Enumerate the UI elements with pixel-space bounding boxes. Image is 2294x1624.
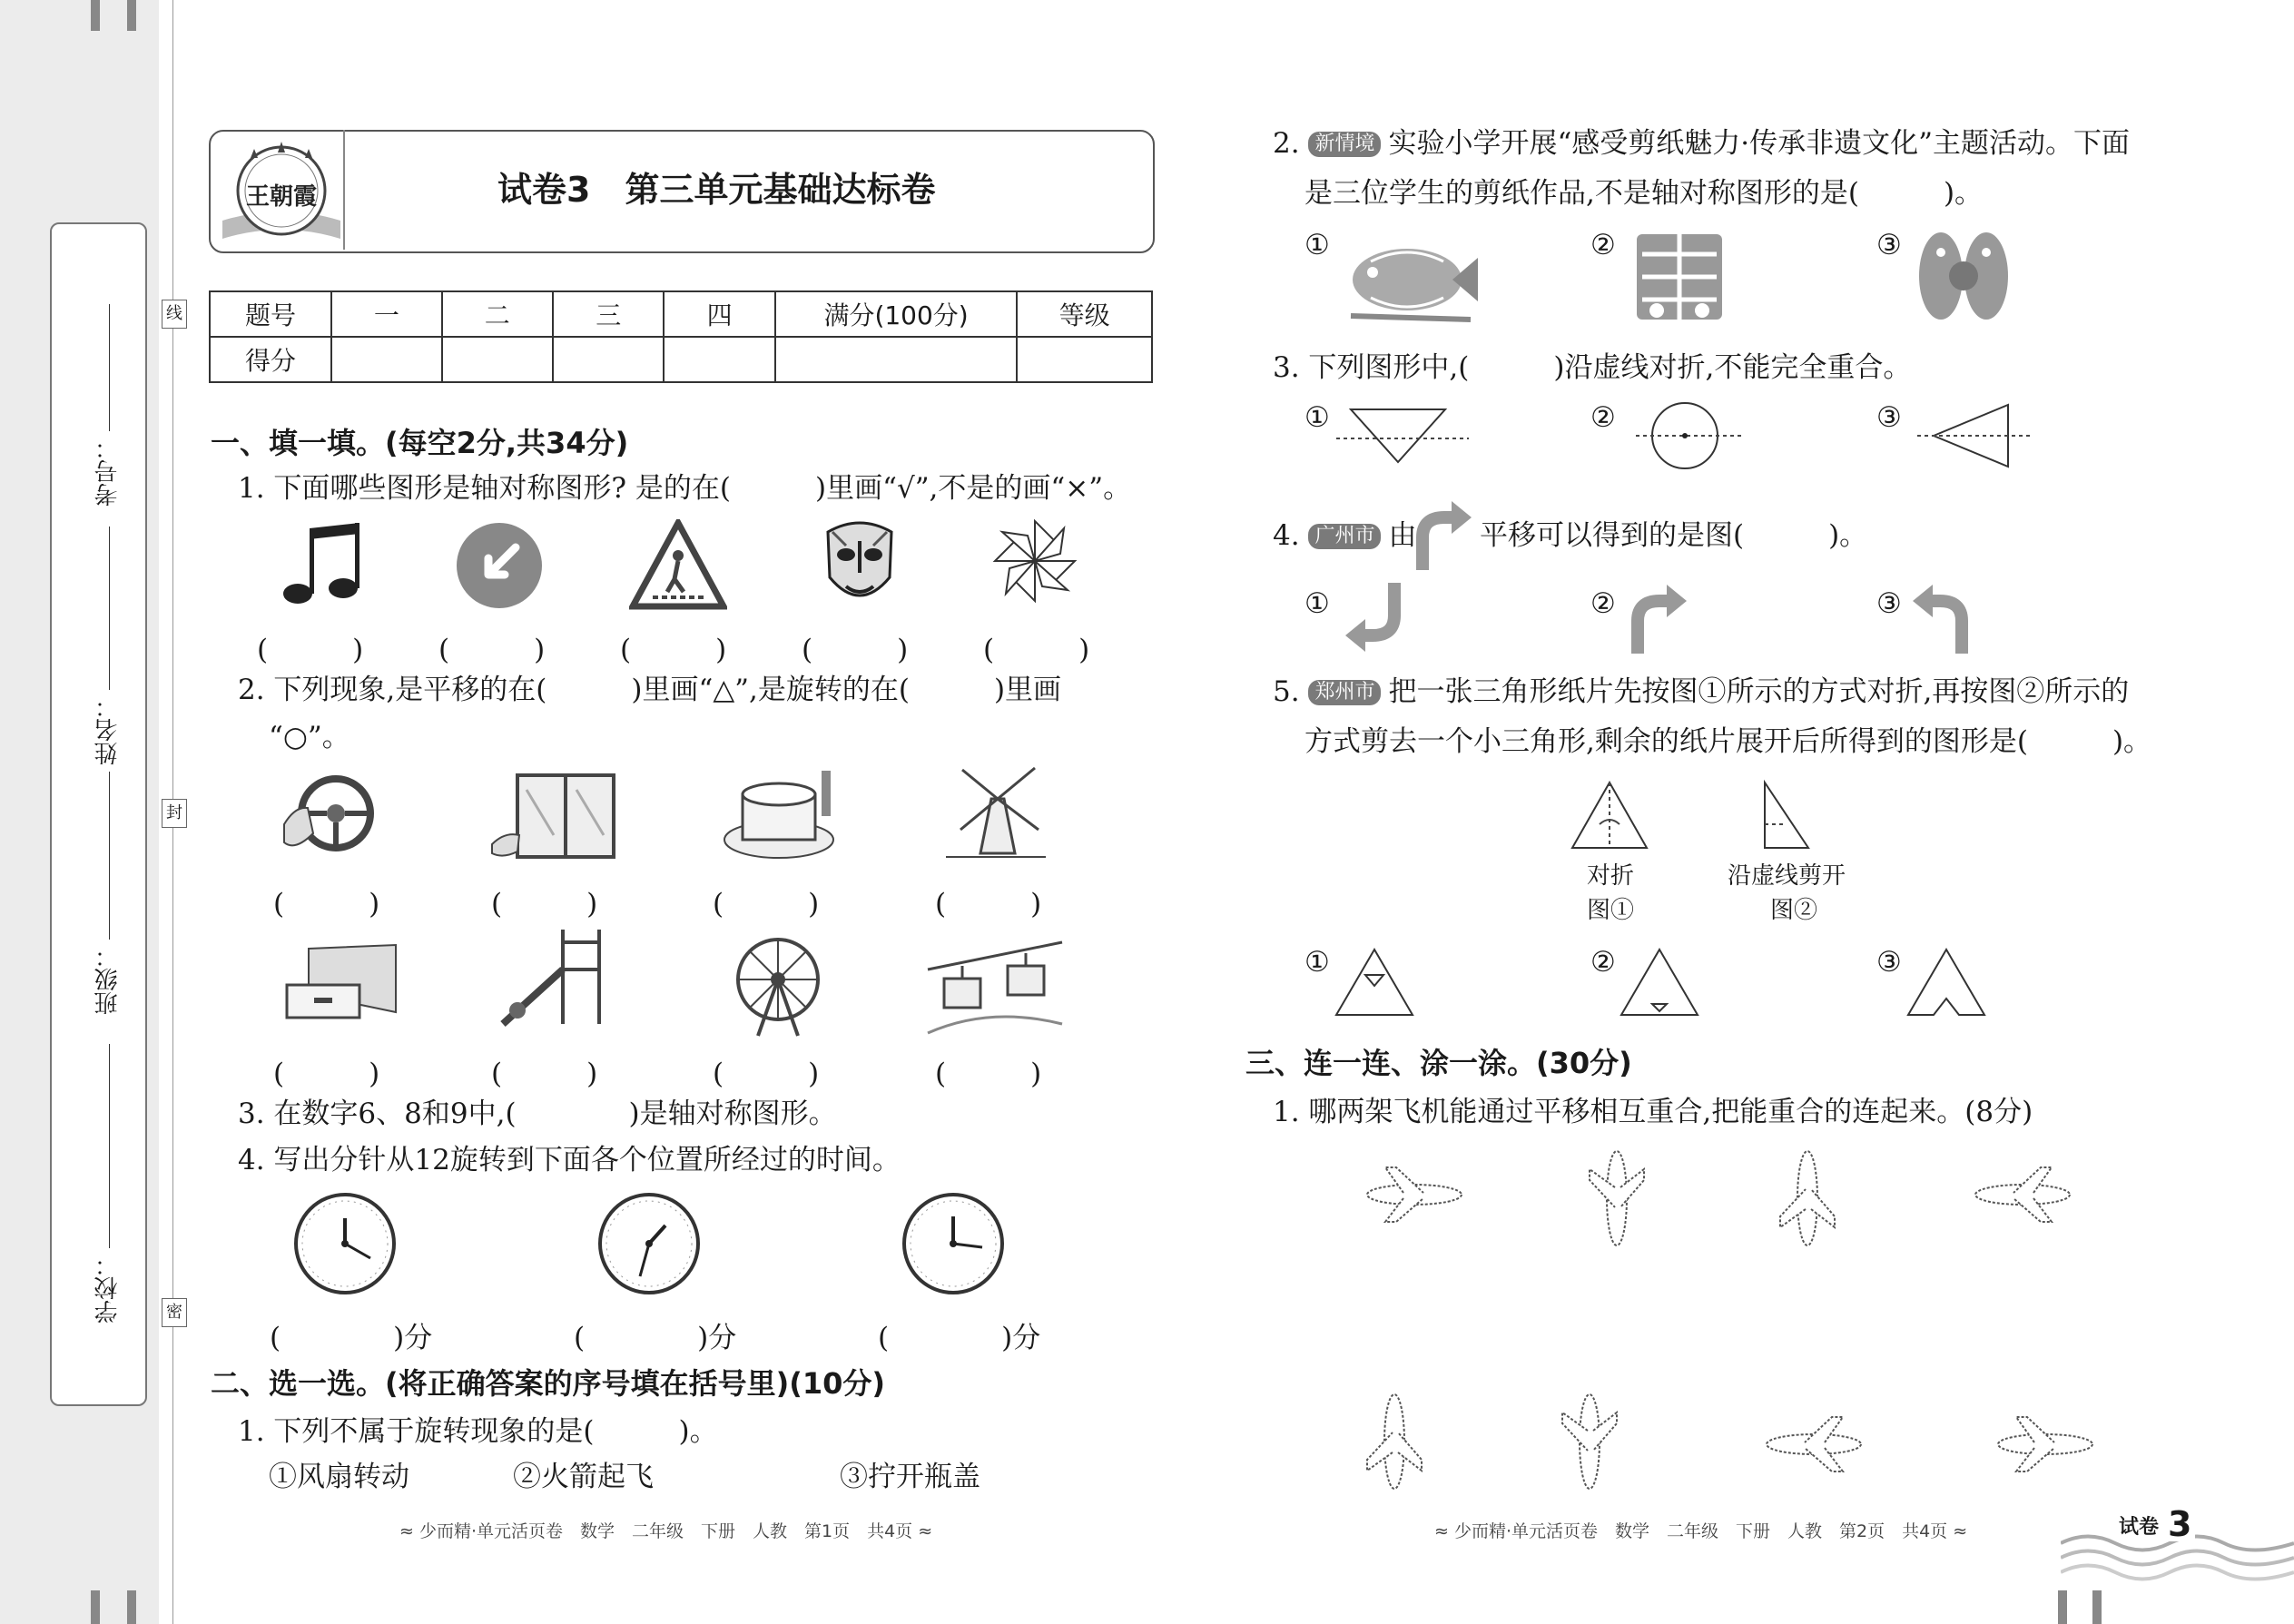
option-marker: ③ (1876, 587, 1902, 620)
option-marker: ① (1305, 229, 1330, 261)
section-2-title: 二、选一选。(将正确答案的序号填在括号里)(10分) (211, 1366, 886, 1401)
question-text: 实验小学开展“感受剪纸魅力·传承非遗文化”主题活动。下面 (1388, 127, 2131, 160)
punch-mark (91, 1590, 100, 1624)
punch-mark (2058, 1590, 2067, 1624)
field-line (109, 304, 110, 431)
answer-blank[interactable]: ( ) (257, 634, 364, 666)
field-name[interactable] (91, 694, 127, 812)
score-cell[interactable] (442, 337, 553, 382)
field-label: 学校： (94, 1253, 122, 1324)
clock-icon (899, 1189, 1008, 1298)
answer-blank[interactable]: ( ) (983, 634, 1090, 666)
logo (218, 134, 345, 245)
clock-icon (595, 1189, 704, 1298)
section-1-title: 一、填一填。(每空2分,共34分) (211, 426, 629, 460)
question-number: 2. (1273, 127, 1300, 160)
score-cell[interactable] (553, 337, 664, 382)
table-header-cell: 满分(100分) (775, 291, 1017, 337)
question-1-4: 4. 写出分针从12旋转到下面各个位置所经过的时间。 (238, 1144, 901, 1176)
cable-car-icon (926, 933, 1067, 1038)
airplane-icon (1362, 1162, 1466, 1227)
option-marker: ② (1590, 401, 1616, 434)
question-2-3: 3. 下列图形中,( )沿虚线对折,不能完全重合。 (1273, 351, 1912, 384)
airplane-icon (1970, 1162, 2074, 1227)
answer-blank[interactable]: ( ) (491, 1058, 598, 1090)
arrow-sign-icon (454, 520, 545, 611)
tag-badge: 广州市 (1308, 524, 1381, 549)
page-badge-label: 试卷 (2115, 1518, 2162, 1538)
question-1-1: 1. 下面哪些图形是轴对称图形? 是的在( )里画“√”,不是的画“×”。 (238, 472, 1132, 505)
section-3-title: 三、连一连、涂一涂。(30分) (1245, 1046, 1632, 1080)
curved-arrow-right-icon (1625, 581, 1689, 655)
header-separator (343, 130, 345, 250)
punch-mark (91, 0, 100, 31)
ferris-wheel-icon (722, 930, 840, 1039)
minutes-blank[interactable]: ( )分 (270, 1322, 433, 1354)
field-line (109, 527, 110, 690)
option-marker: ③ (1876, 229, 1902, 261)
airplane-icon (1761, 1412, 1866, 1477)
footer-right: ≈ 少而精·单元活页卷 数学 二年级 下册 人教 第2页 共4页 ≈ (1434, 1521, 1968, 1541)
table-row (210, 291, 1152, 337)
score-cell[interactable] (1017, 337, 1152, 382)
question-1-3: 3. 在数字6、8和9中,( )是轴对称图形。 (238, 1097, 837, 1130)
double-happiness-icon (1629, 227, 1729, 327)
table-header-cell: 等级 (1017, 291, 1152, 337)
logo-text: 王朝霞 (245, 183, 317, 211)
page-badge-number: 3 (2164, 1507, 2195, 1541)
option-marker: ② (1590, 229, 1616, 261)
field-class[interactable] (91, 944, 127, 1062)
airplane-icon (1993, 1412, 2097, 1477)
paper-cut-fish-icon (1344, 225, 1480, 327)
option-marker: ① (1305, 587, 1330, 620)
question-2-1: 1. 下列不属于旋转现象的是( )。 (238, 1415, 718, 1448)
triangle-notch-bottom-option-icon (1618, 946, 1701, 1019)
option-marker: ② (1590, 587, 1616, 620)
steering-wheel-icon (277, 770, 386, 861)
field-school[interactable] (91, 1253, 127, 1371)
score-cell[interactable] (331, 337, 441, 382)
seal-mark-line: 线 (162, 300, 187, 329)
question-2-2-cont: 是三位学生的剪纸作品,不是轴对称图形的是( )。 (1305, 177, 1984, 210)
page-title: 试卷3 第三单元基础达标卷 (497, 170, 936, 210)
option-marker: ① (1305, 946, 1330, 979)
airplane-icon (1584, 1146, 1649, 1250)
table-header-cell: 三 (553, 291, 664, 337)
triangle-hole-option-icon (1333, 946, 1416, 1019)
punch-mark (127, 0, 136, 31)
table-header-cell: 四 (664, 291, 774, 337)
question-2-5 (1273, 675, 2130, 708)
paper-cut-double-fish-icon (1914, 225, 2013, 327)
music-note-icon (277, 517, 368, 608)
windmill-icon (944, 763, 1049, 864)
pinwheel-icon (991, 517, 1078, 605)
table-row-label: 得分 (210, 337, 331, 382)
field-label: 姓名： (94, 694, 122, 765)
student-info-box (50, 222, 147, 1406)
option-marker: ② (1590, 946, 1616, 979)
opera-mask-icon (819, 514, 901, 615)
fold-triangle-icon (1569, 779, 1650, 851)
question-number: 5. (1273, 675, 1300, 708)
score-table (209, 290, 1153, 383)
question-text: 由 (1388, 519, 1417, 552)
option-marker: ③ (1876, 401, 1902, 434)
option-marker: ① (1305, 401, 1330, 434)
minutes-blank[interactable]: ( )分 (878, 1322, 1041, 1354)
footer-left: ≈ 少而精·单元活页卷 数学 二年级 下册 人教 第1页 共4页 ≈ (399, 1521, 933, 1541)
half-triangle-icon (1761, 779, 1816, 851)
answer-blank[interactable]: ( ) (491, 888, 598, 920)
airplane-icon (1362, 1389, 1427, 1493)
field-label: 考号： (94, 436, 122, 507)
drawer-icon (281, 940, 399, 1030)
table-row (210, 337, 1152, 382)
answer-blank[interactable]: ( ) (713, 1058, 820, 1090)
option: ③拧开瓶盖 (840, 1461, 980, 1493)
figure-caption: 图② (1770, 897, 1818, 924)
figure-caption: 沿虚线剪开 (1728, 862, 1846, 890)
triangle-left-icon (1915, 399, 2033, 472)
answer-blank[interactable]: ( ) (935, 1058, 1042, 1090)
playground-slide-icon (490, 924, 617, 1042)
answer-blank[interactable]: ( ) (713, 888, 820, 920)
question-1-2-cont: “○”。 (269, 721, 350, 753)
airplane-icon (1557, 1389, 1622, 1493)
triangle-notch-option-icon (1905, 946, 1988, 1019)
question-2-4 (1273, 519, 1417, 552)
seal-mark-close: 密 (162, 1298, 187, 1327)
airplane-icon (1775, 1146, 1840, 1250)
answer-blank[interactable]: ( ) (438, 634, 546, 666)
option: ①风扇转动 (269, 1461, 409, 1493)
figure-caption: 图① (1587, 897, 1635, 924)
clock-icon (290, 1189, 399, 1298)
answer-blank[interactable]: ( ) (273, 1058, 380, 1090)
option: ②火箭起飞 (513, 1461, 654, 1493)
figure-caption: 对折 (1587, 862, 1635, 890)
question-3-1: 1. 哪两架飞机能通过平移相互重合,把能重合的连起来。(8分) (1273, 1096, 2033, 1128)
punch-mark (2092, 1590, 2102, 1624)
question-1-2: 2. 下列现象,是平移的在( )里画“△”,是旋转的在( )里画 (238, 674, 1062, 706)
question-2-4-cont: 平移可以得到的是图( )。 (1480, 519, 1868, 552)
answer-blank[interactable]: ( ) (273, 888, 380, 920)
curved-arrow-icon (1410, 497, 1473, 572)
table-header-cell: 一 (331, 291, 441, 337)
curved-arrow-left-icon (1911, 581, 1974, 655)
tag-badge: 新情境 (1308, 132, 1381, 157)
curved-arrow-down-left-icon (1344, 581, 1407, 655)
table-header-cell: 题号 (210, 291, 331, 337)
field-label: 班级： (94, 944, 122, 1015)
answer-blank[interactable]: ( ) (620, 634, 727, 666)
answer-blank[interactable]: ( ) (935, 888, 1042, 920)
table-header-cell: 二 (442, 291, 553, 337)
minutes-blank[interactable]: ( )分 (574, 1322, 737, 1354)
seal-mark-seal: 封 (162, 799, 187, 828)
field-line (109, 1044, 110, 1248)
score-cell[interactable] (664, 337, 774, 382)
score-cell[interactable] (775, 337, 1017, 382)
question-text: 把一张三角形纸片先按图①所示的方式对折,再按图②所示的 (1388, 675, 2130, 708)
question-number: 4. (1273, 519, 1300, 552)
question-2-2 (1273, 127, 2131, 160)
question-2-5-cont: 方式剪去一个小三角形,剩余的纸片展开后所得到的图形是( )。 (1305, 725, 2152, 758)
pedestrian-crossing-sign-icon (629, 519, 727, 610)
tag-badge: 郑州市 (1308, 680, 1381, 705)
option-marker: ③ (1876, 946, 1902, 979)
punch-mark (127, 1590, 136, 1624)
mixer-machine-icon (717, 767, 844, 865)
circle-with-axis-icon (1634, 399, 1743, 472)
field-exam-no[interactable] (91, 436, 127, 545)
answer-blank[interactable]: ( ) (802, 634, 909, 666)
sliding-window-icon (490, 772, 617, 862)
triangle-down-icon (1334, 404, 1471, 468)
